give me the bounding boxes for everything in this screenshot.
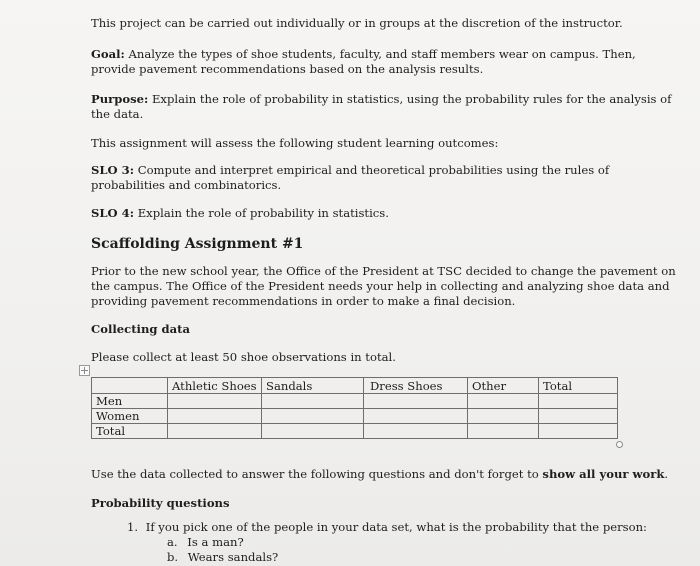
assess-text: This assignment will assess the following student learning outcomes: — [91, 136, 499, 150]
table-resize-handle-icon[interactable] — [616, 441, 623, 448]
data-cell[interactable] — [168, 409, 262, 424]
table-move-handle-icon[interactable] — [79, 365, 90, 376]
data-cell[interactable] — [539, 409, 618, 424]
data-cell[interactable] — [468, 424, 539, 439]
shoe-data-table — [91, 377, 618, 439]
table-row — [92, 409, 618, 424]
header-cell[interactable]: Dress Shoes — [364, 378, 468, 394]
purpose-text-1: Explain the role of probability in statistics, using the probability rules for the analysis of — [151, 92, 672, 106]
prior-text-1: Prior to the new school year, the Office of the President at TSC decided to change the pavement on — [91, 264, 676, 278]
header-cell[interactable]: Athletic Shoes — [168, 378, 262, 394]
goal-label: Goal: — [91, 47, 125, 61]
purpose-label: Purpose: — [91, 92, 149, 106]
question-1a — [167, 535, 244, 550]
question-1b — [167, 550, 278, 565]
header-cell[interactable]: Sandals — [262, 378, 364, 394]
intro-text: This project can be carried out individually or in groups at the discretion of the instructor. — [91, 16, 623, 30]
data-cell[interactable] — [468, 394, 539, 409]
slo4-label: SLO 4: — [91, 206, 135, 220]
slo3-text-1: Compute and interpret empirical and theoretical probabilities using the rules of — [137, 163, 610, 177]
data-cell[interactable] — [539, 424, 618, 439]
question-1a-label: a. — [167, 535, 178, 549]
slo4-line — [91, 206, 389, 221]
row-label-cell[interactable]: Women — [92, 409, 168, 424]
data-cell[interactable] — [262, 394, 364, 409]
prior-text-3: providing pavement recommendations in order to make a final decision. — [91, 294, 516, 308]
purpose-line-1 — [91, 92, 671, 107]
question-1b-text: Wears sandals? — [187, 550, 279, 564]
instructions-period: . — [664, 467, 669, 481]
purpose-text-2: the data. — [91, 107, 144, 121]
data-cell[interactable] — [539, 394, 618, 409]
question-1-text: If you pick one of the people in your data set, what is the probability that the person: — [145, 520, 647, 534]
data-cell[interactable] — [168, 394, 262, 409]
goal-text-2: provide pavement recommendations based on the analysis results. — [91, 62, 484, 76]
probability-heading: Probability questions — [91, 496, 230, 510]
please-text: Please collect at least 50 shoe observations in total. — [91, 350, 396, 364]
data-cell[interactable] — [364, 409, 468, 424]
question-1b-label: b. — [167, 550, 179, 564]
section-heading: Scaffolding Assignment #1 — [91, 236, 304, 252]
prior-text-2: the campus. The Office of the President needs your help in collecting and analyzing shoe data and — [91, 279, 670, 293]
data-cell[interactable] — [168, 424, 262, 439]
question-1-number: 1. — [127, 520, 139, 534]
instructions-emphasis: show all your work — [542, 467, 665, 481]
instructions-text: Use the data collected to answer the following questions and don't forget to — [91, 467, 539, 481]
data-cell[interactable] — [262, 409, 364, 424]
header-cell[interactable]: Other — [468, 378, 539, 394]
collecting-heading: Collecting data — [91, 322, 191, 336]
instructions-line — [91, 467, 668, 482]
slo4-text: Explain the role of probability in statistics. — [137, 206, 389, 220]
slo3-label: SLO 3: — [91, 163, 135, 177]
table-row — [92, 424, 618, 439]
row-label-cell[interactable]: Total — [92, 424, 168, 439]
data-cell[interactable] — [262, 424, 364, 439]
slo3-line-1 — [91, 163, 609, 178]
goal-line-1 — [91, 47, 636, 62]
question-1a-text: Is a man? — [187, 535, 244, 549]
question-1 — [127, 520, 647, 535]
slo3-text-2: probabilities and combinatorics. — [91, 178, 282, 192]
goal-text-1: Analyze the types of shoe students, faculty, and staff members wear on campus. Then, — [128, 47, 636, 61]
table-header-row — [92, 378, 618, 394]
table-row — [92, 394, 618, 409]
row-label-cell[interactable]: Men — [92, 394, 168, 409]
data-cell[interactable] — [364, 394, 468, 409]
data-cell[interactable] — [364, 424, 468, 439]
data-cell[interactable] — [468, 409, 539, 424]
header-cell[interactable]: Total — [539, 378, 618, 394]
header-cell[interactable] — [92, 378, 168, 394]
